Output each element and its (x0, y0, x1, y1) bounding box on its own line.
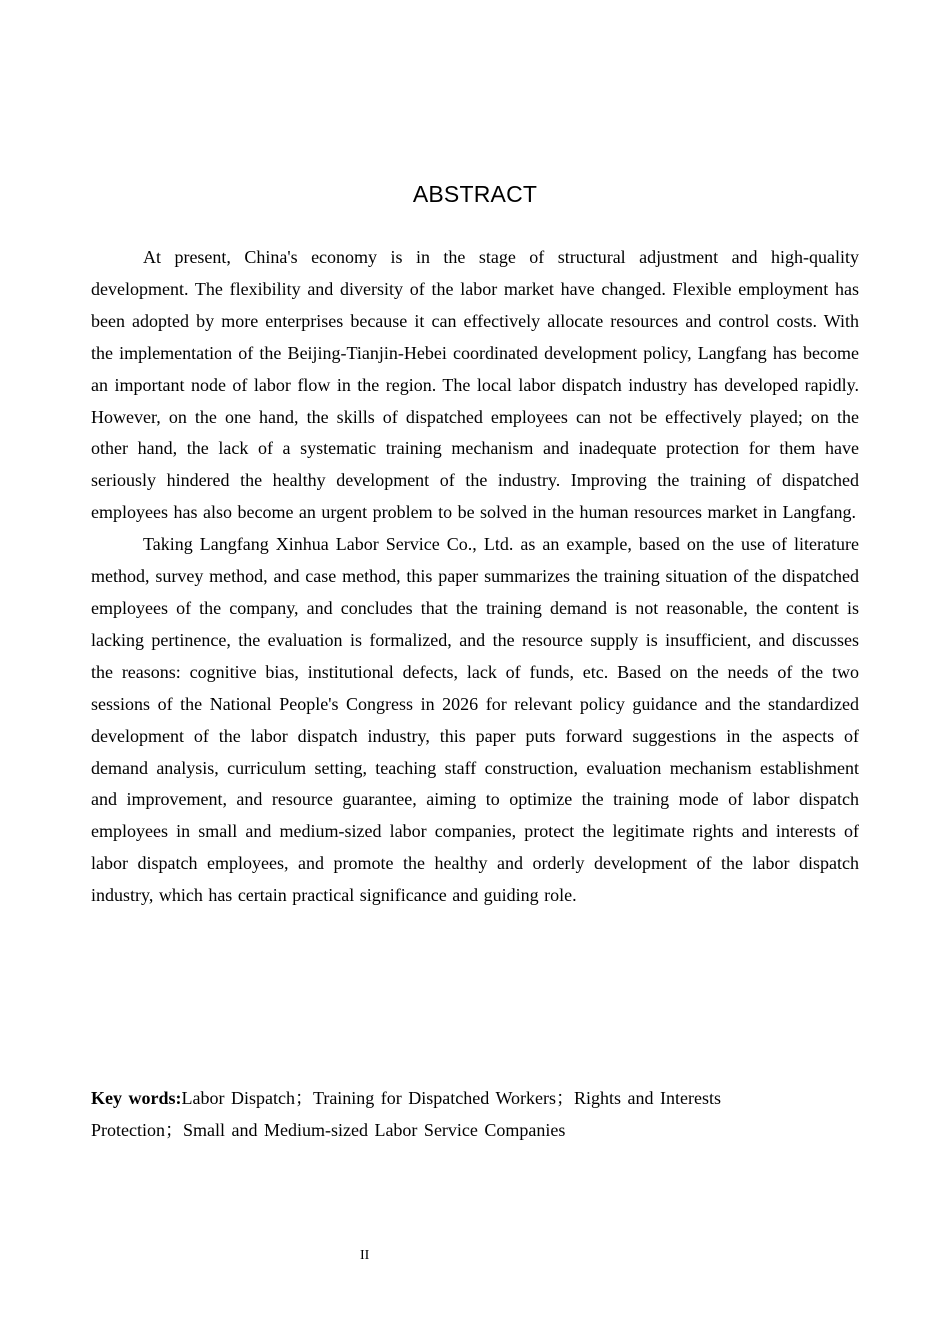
keywords-section (91, 1082, 791, 1146)
keywords-label: Key words: (91, 1088, 182, 1108)
abstract-title: ABSTRACT (412, 181, 538, 207)
keywords-line-1: Labor Dispatch；Training for Dispatched Workers；Rights and Interests (181, 1088, 721, 1108)
keywords-line-2: Protection；Small and Medium-sized Labor Service Companies (91, 1120, 566, 1140)
abstract-body (91, 242, 859, 912)
abstract-paragraph-2: Taking Langfang Xinhua Labor Service Co., Ltd. as an example, based on the use of literature method, survey method, and case method, this paper summarizes the training situation of the dispatched employees of the company, and concludes that the training demand is not reasonable, the content is lacking pertinence, the evaluation is formalized, and the resource supply is insufficient, and discusses the reasons: cognitive bias, institutional defects, lack of funds, etc. Based on the needs of the two sessions of the National People's Congress in 2026 for relevant policy guidance and the standardized development of the labor dispatch industry, this paper puts forward suggestions in the aspects of demand analysis, curriculum setting, teaching staff construction, evaluation mechanism establishment and improvement, and resource guarantee, aiming to optimize the training mode of labor dispatch employees in small and medium-sized labor companies, protect the legitimate rights and interests of labor dispatch employees, and promote the healthy and orderly development of the labor dispatch industry, which has certain practical significance and guiding role. (91, 534, 859, 906)
page-number: II (360, 1248, 370, 1263)
abstract-paragraph-1: At present, China's economy is in the stage of structural adjustment and high-quality development. The flexibility and diversity of the labor market have changed. Flexible employment has been adopted by more enterprises because it can effectively allocate resources and control costs. With the implementation of the Beijing-Tianjin-Hebei coordinated development policy, Langfang has become an important node of labor flow in the region. The local labor dispatch industry has developed rapidly. However, on the one hand, the skills of dispatched employees can not be effectively played; on the other hand, the lack of a systematic training mechanism and inadequate protection for them have seriously hindered the healthy development of the industry. Improving the training of dispatched employees has also become an urgent problem to be solved in the human resources market in Langfang. (91, 247, 859, 523)
